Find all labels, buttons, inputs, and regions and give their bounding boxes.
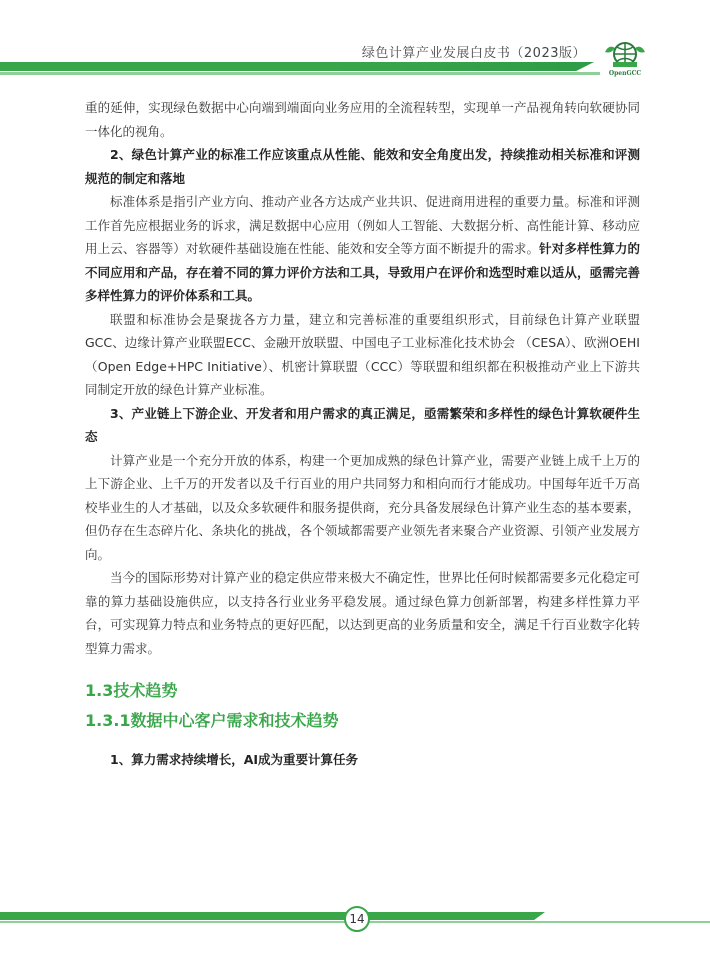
page-number: 14 [344,906,370,932]
heading-item-2: 2、绿色计算产业的标准工作应该重点从性能、能效和安全角度出发，持续推动相关标准和评测规范的制定和落地 [85,147,640,186]
footer-divider [0,912,545,920]
paragraph-standards-text: 标准体系是指引产业方向、推动产业各方达成产业共识、促进商用进程的重要力量。标准和评测工作首先应根据业务的诉求，满足数据中心应用（例如人工智能、大数据分析、高性能计算、移动应用上云、容器等）对软硬件基础设施在性能、能效和安全等方面不断提升的需求。 [85,194,640,256]
paragraph-standards-emphasis: 针对多样性算力的不同应用和产品，存在着不同的算力评价方法和工具，导致用户在评价和选型时难以适从，亟需完善多样性算力的评价体系和工具。 [85,241,640,303]
logo-text: OpenGCC [608,70,642,77]
main-content [85,96,640,768]
heading-item-3: 3、产业链上下游企业、开发者和用户需求的真正满足，亟需繁荣和多样性的绿色计算软硬件生态 [85,405,640,444]
header-divider-thin [0,72,600,75]
subsection-title: 1.3.1数据中心客户需求和技术趋势 [85,711,339,730]
paragraph-alliances: 联盟和标准协会是聚拢各方力量，建立和完善标准的重要组织形式，目前绿色计算产业联盟GCC、边缘计算产业联盟ECC、金融开放联盟、中国电子工业标准化技术协会 （CESA）、欧洲OEHI（Open Edge+HPC Initiative）、机密计算联盟（CCC）等联盟和组织都在积极推动产业上下游共同制定开放的绿色计算产业标准。 [85,311,640,397]
paragraph-industry: 计算产业是一个充分开放的体系，构建一个更加成熟的绿色计算产业，需要产业链上成千上万的上下游企业、上千万的开发者以及千行百业的用户共同努力和相向而行才能成功。中国每年近千万高校毕业生的人才基础，以及众多软硬件和服务提供商，充分具备发展绿色计算产业生态的基本要素，但仍存在生态碎片化、条块化的挑战，各个领域都需要产业领先者来聚合产业资源、引领产业发展方向。 [85,452,640,562]
paragraph-international: 当今的国际形势对计算产业的稳定供应带来极大不确定性，世界比任何时候都需要多元化稳定可靠的算力基础设施供应，以支持各行业业务平稳发展。通过绿色算力创新部署，构建多样性算力平台，可实现算力特点和业务特点的更好匹配，以达到更高的业务质量和安全，满足千行百业数字化转型算力需求。 [85,570,640,656]
paragraph-standards [85,190,640,308]
header-divider [0,62,594,71]
document-title: 绿色计算产业发展白皮书（2023版） [361,46,586,61]
list-item-1: 1、算力需求持续增长，AI成为重要计算任务 [110,752,359,767]
paragraph-continuation: 重的延伸，实现绿色数据中心向端到端面向业务应用的全流程转型，实现单一产品视角转向软硬协同一体化的视角。 [85,100,640,139]
section-title: 1.3技术趋势 [85,681,178,700]
